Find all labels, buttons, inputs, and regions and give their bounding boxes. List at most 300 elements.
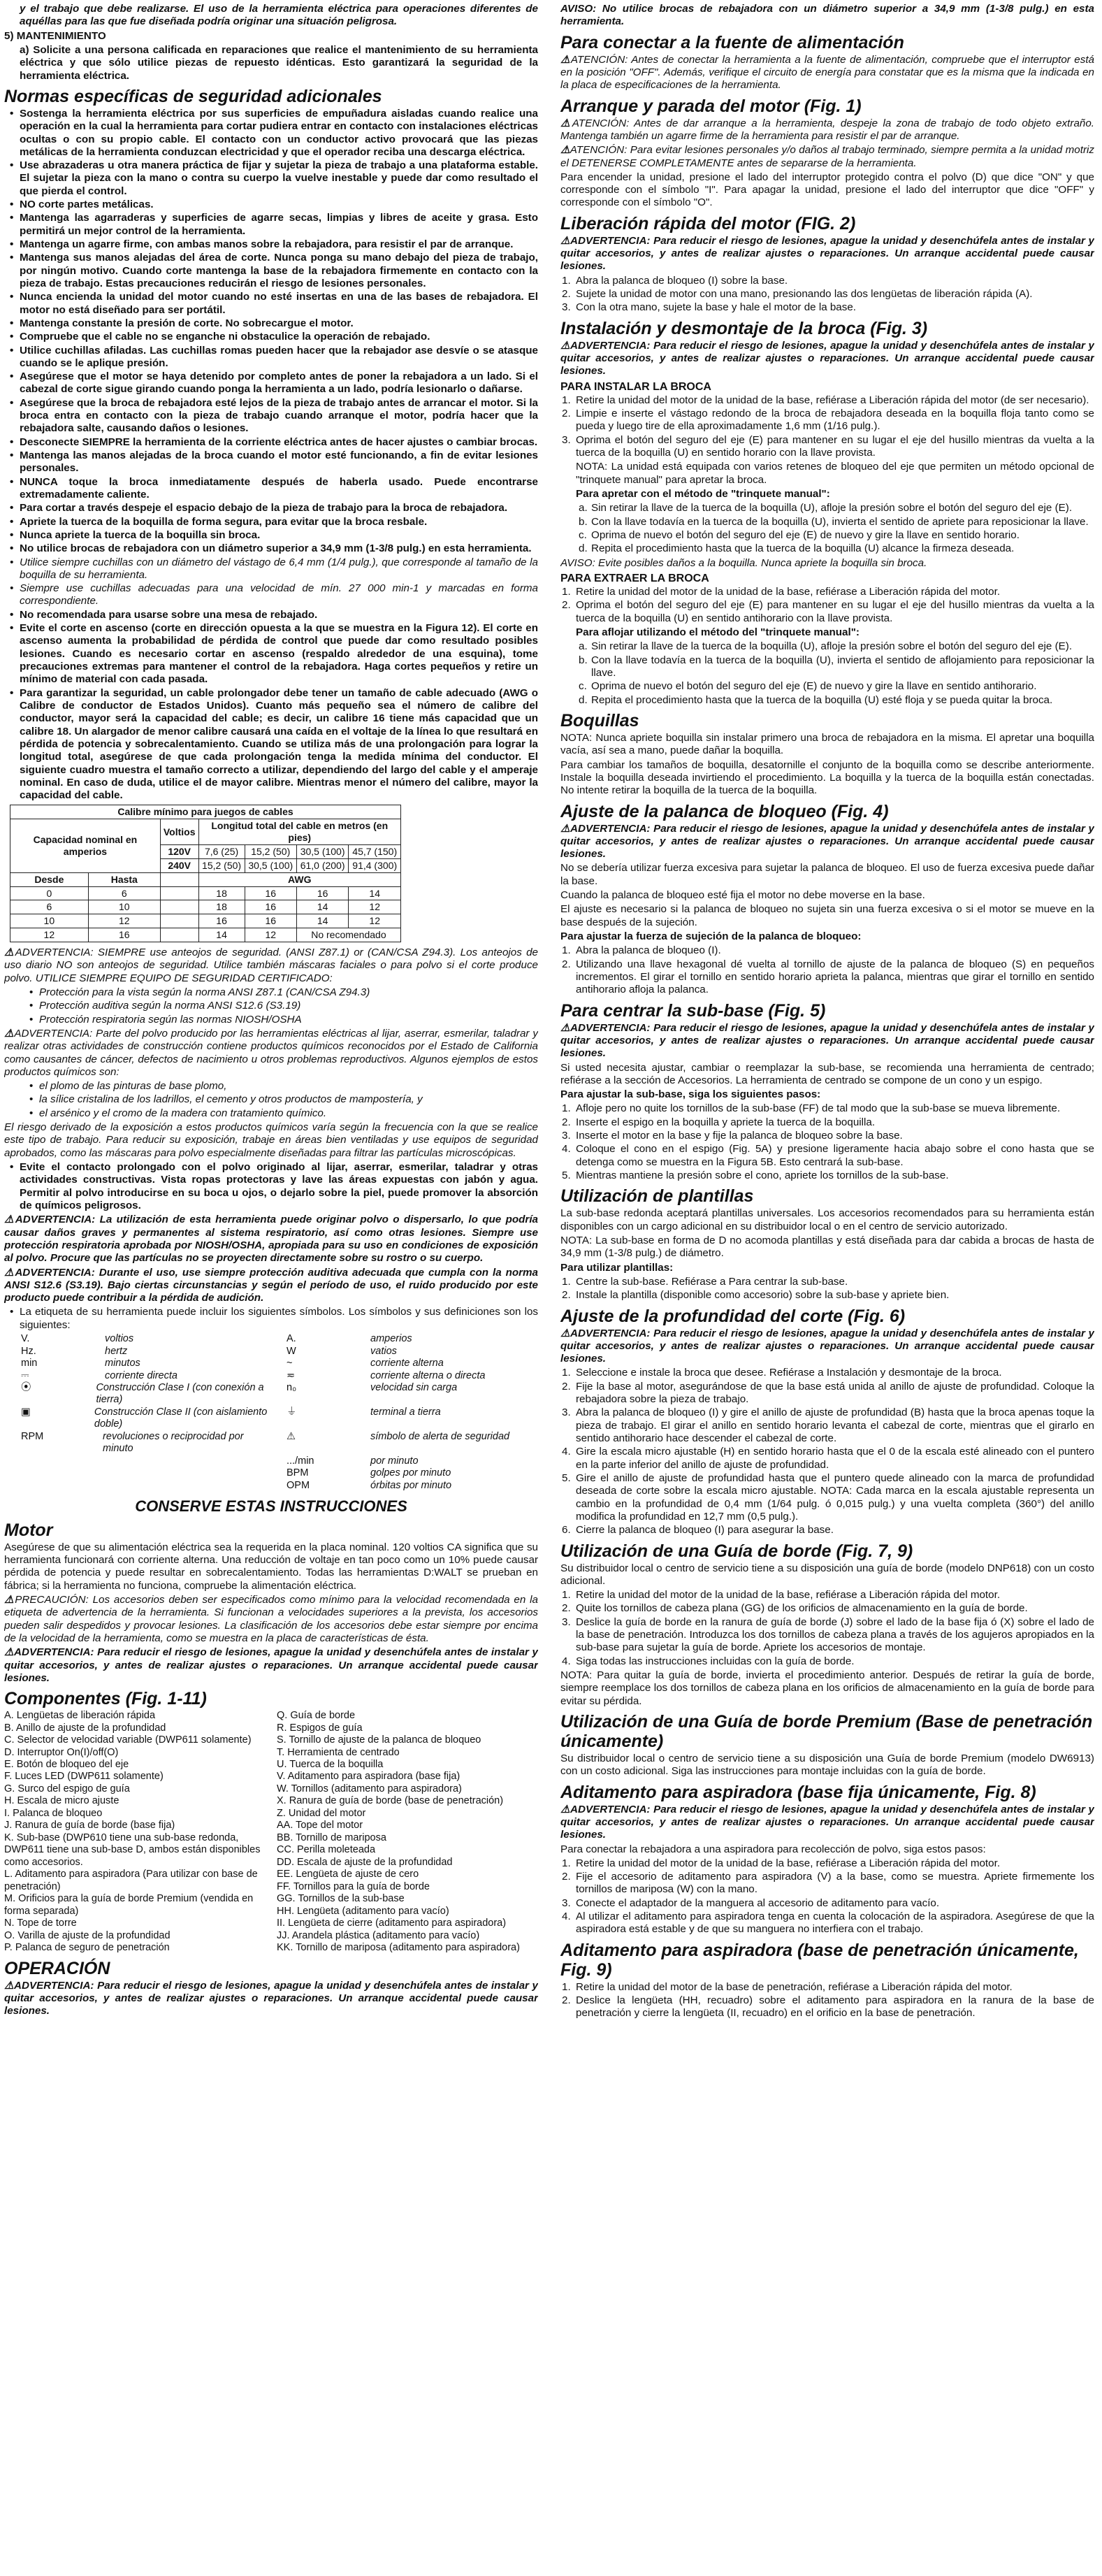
step-text: Oprima el botón del seguro del eje (E) para mantener en su lugar el eje del husillo mientras da vuelta a la tuerca de la boquilla (U) en sentido antihorario con la llave provista. (576, 599, 1094, 624)
list-item: • Evite el contacto prolongado con el polvo originado al lijar, aserrar, esmerilar, taladrar y otras actividades constructivas. Vista ropas protectoras y lave las áreas expuestas con jabón y agua. Permitir al polvo introducirse en su boca u ojos, o dejarlo sobre la piel, puede promover la absorción de químicos peligrosos. (20, 1161, 538, 1212)
symbol-key: OPM (287, 1479, 310, 1491)
symbol-row (21, 1358, 273, 1369)
warning-respiratory (4, 1214, 538, 1265)
list-item: H. Escala de micro ajuste (4, 1795, 119, 1807)
step-text: Centre la sub-base. Refiérase a Para centrar la sub-base. (576, 1275, 848, 1288)
caution-accessories (4, 1594, 538, 1645)
clamp-lever-steps (560, 944, 1094, 996)
symbol-key: RPM (21, 1430, 44, 1442)
step-text: Gire el anillo de ajuste de profundidad hasta que el puntero quede alineado con la marca de profundidad deseada de corte sobre la escala micro ajustable. NOTA: Cada marca en la escala ajustable representa un cambio en la profundidad de 0,4 mm (1/64 pulg. ó 0,015 pulg.) y una vuelta completa (360°) del anillo modifica la profundidad en 12,7 mm (0,5 pulg.). (576, 1472, 1094, 1523)
list-item: a. Sin retirar la llave de la tuerca de la boquilla (U), afloje la presión sobre el botón del seguro del eje (E). (579, 502, 1073, 515)
step-text: Oprima de nuevo el botón del seguro del eje (E) de nuevo y gire la llave en sentido horario. (591, 528, 1020, 541)
edge-guide-steps (560, 1589, 1094, 1668)
symbol-row (21, 1370, 273, 1382)
tighten-ratchet-subheading: Para apretar con el método de "trinquete manual": (576, 488, 830, 501)
list-item: • Nunca encienda la unidad del motor cuando no esté insertas en una de las bases de rebajadora. El motor no está diseñado para ser portátil. (20, 291, 538, 317)
symbol-value: símbolo de alerta de seguridad (370, 1430, 510, 1442)
list-item: • Para garantizar la seguridad, un cable prolongador debe tener un tamaño de cable adecuado (AWG o Calibre de conductor de Estados Unidos). Cuanto más pequeño sea el número de calibre del conductor, mayor será la capacidad del cable; es decir, un calibre 16 tiene más capacidad que un calibre 18. Un alargador de menor calibre causará una caída en el voltaje de la línea lo que resultará en pérdida de potencia y sobrecalentamiento. Cuando se utiliza más de una prolongación para lograr la longitud total, asegúrese de que cada prolongación tenga la medida mínima del conductor. El siguiente cuadro muestra el tamaño correcto a utilizar, dependiendo del largo del cable y el amperaje nominal. En caso de duda, utilice el de mayor calibre. Mientras menor el número del calibre, mayor la capacidad del cable. (20, 687, 538, 803)
step-text: Conecte el adaptador de la manguera al accesorio de aditamento para vacío. (576, 1897, 940, 1909)
list-item: • Mantenga las agarraderas y superficies de agarre secas, limpias y libres de aceite y grasa. Esto permitirá un mejor control de la herramienta. (20, 212, 538, 238)
center-subbase-subheading: Para ajustar la sub-base, siga los siguientes pasos: (560, 1088, 821, 1101)
list-item: 3. Inserte el motor en la base y fije la palanca de bloqueo sobre la base. (562, 1130, 903, 1142)
list-item: 5. Mientras mantiene la presión sobre el cono, apriete los tornillos de la sub-base. (562, 1170, 949, 1182)
step-text: Fije la base al motor, asegurándose de que la base está unida al anillo de ajuste de profundidad. Coloque la rebajadora sobre la pieza de trabajo. (576, 1380, 1094, 1406)
templates-paragraph: La sub-base redonda aceptará plantillas universales. Los accesorios recomendados para su herramienta están disponibles con un cargo adicional en su distribuidor local o en el centro de servicio autorizado. (560, 1207, 1094, 1232)
symbols-table (21, 1333, 538, 1492)
list-item: 2. Limpie e inserte el vástago redondo de la broca de rebajadora deseada en la boquilla floja tanto como se pueda y luego tire de ella aproximadamente 1,6 mm (1/16 pulg.). (562, 408, 1094, 433)
list-item: b. Con la llave todavía en la tuerca de la boquilla (U), invierta el sentido de aflojamiento para reposicionar la llave. (579, 654, 1094, 679)
list-item: 2. Fije el accesorio de aditamento para aspiradora (V) a la base, como se muestra. Apriete firmemente los tornillos de mariposa (W) con la mano. (562, 1871, 1094, 1896)
list-item: 3. Conecte el adaptador de la manguera al accesorio de aditamento para vacío. (562, 1897, 940, 1909)
list-item: d. Repita el procedimiento hasta que la tuerca de la boquilla (U) esté floja y se pueda quitar la broca. (579, 693, 1053, 706)
warning-text: ADVERTENCIA: Parte del polvo producido por las herramientas eléctricas al lijar, aserrar, esmerilar, taladrar y realizar otras actividades de construcción contiene productos químicos reconocidos por el Estado de California como causantes de cáncer, defectos de nacimiento u otros problemas reproductivos. Algunos ejemplos de estos productos químicos son: (4, 1027, 538, 1078)
symbol-value: órbitas por minuto (370, 1479, 452, 1491)
list-item: 1. Seleccione e instale la broca que desee. Refiérase a Instalación y desmontaje de la broca. (562, 1367, 1002, 1379)
list-item: a. Sin retirar la llave de la tuerca de la boquilla (U), afloje la presión sobre el botón del seguro del eje (E). (579, 640, 1073, 653)
step-text: Retire la unidad del motor de la base de penetración, refiérase a Liberación rápida del motor. (576, 1980, 1013, 1993)
symbol-row (287, 1382, 538, 1406)
table-cell: 0 (10, 886, 89, 900)
list-item: FF. Tornillos para la guía de borde (277, 1880, 430, 1892)
warning-text: ADVERTENCIA: Para reducir el riesgo de lesiones, apague la unidad y desenchúfela antes de instalar y quitar accesorios, y antes de realizar ajustes o reparaciones. Un arranque accidental puede causar lesiones. (560, 234, 1094, 273)
list-item: B. Anillo de ajuste de la profundidad (4, 1722, 166, 1734)
warning-text: ADVERTENCIA: Durante el uso, use siempre protección auditiva adecuada que cumpla con la norma ANSI S12.6 (S3.19). Bajo ciertas circunstancias y según el período de uso, el ruido producido por este producto puede contribuir a la pérdida de audición. (4, 1266, 538, 1304)
section-mantenimiento-heading: 5) MANTENIMIENTO (4, 29, 106, 42)
warning-clamp-lever (560, 823, 1094, 861)
symbol-row (21, 1333, 273, 1345)
connect-power-paragraph (560, 54, 1094, 92)
warning-text: ADVERTENCIA: Para reducir el riesgo de lesiones, apague la unidad y desenchúfela antes de instalar y quitar accesorios, y antes de realizar ajustes o reparaciones. Un arranque accidental puede causar lesiones. (560, 1803, 1094, 1841)
chemicals-list (4, 1080, 538, 1120)
list-item: 1. Retire la unidad del motor de la unidad de la base, refiérase a Liberación rápida del motor. (562, 1857, 1001, 1869)
remove-bit-subheading: PARA EXTRAER LA BROCA (560, 572, 709, 584)
warning-triangle-icon: ⚠ (560, 1327, 571, 1339)
list-item: CC. Perilla moleteada (277, 1844, 376, 1856)
warning-text: PRECAUCIÓN: Los accesorios deben ser especificados como mínimo para la velocidad recomendada en la etiqueta de advertencia de la herramienta. Si funcionan a velocidades superiores a la prevista, los accesorios pueden salir despedidos y provocar lesiones. La clasificación de los accesorios debe estar siempre por encima de la velocidad de la herramienta, como se muestra en la placa de características de ésta. (4, 1593, 538, 1644)
warning-triangle-icon: ⚠ (4, 947, 15, 959)
table-header-hasta: Hasta (88, 872, 160, 886)
center-subbase-steps (560, 1102, 1094, 1182)
collets-heading: Boquillas (560, 710, 639, 731)
loosen-ratchet-subheading: Para aflojar utilizando el método del "trinquete manual": (576, 626, 860, 639)
table-cell: 240V (160, 858, 198, 872)
operation-heading: OPERACIÓN (4, 1958, 110, 1978)
list-item: • La etiqueta de su herramienta puede incluir los siguientes símbolos. Los símbolos y sus definiciones son los siguientes: (20, 1306, 538, 1332)
symbol-value: Construcción Clase I (con conexión a tierra) (96, 1381, 264, 1406)
list-item: 6. Cierre la palanca de bloqueo (I) para asegurar la base. (562, 1524, 834, 1537)
list-item: • Protección respiratoria según las normas NIOSH/OSHA (39, 1014, 538, 1026)
symbol-row (21, 1406, 273, 1431)
step-text: Limpie e inserte el vástago redondo de la broca de rebajadora deseada en la boquilla floja tanto como se pueda y luego tire de ella aproximadamente 1,6 mm (1/16 pulg.). (576, 408, 1094, 433)
components-list (4, 1710, 538, 1954)
install-bit-steps (560, 394, 1094, 460)
table-header-capacity: Capacidad nominal en amperios (10, 819, 161, 872)
table-cell: 16 (245, 914, 296, 928)
aviso-top: AVISO: No utilice brocas de rebajadora con un diámetro superior a 34,9 mm (1-3/8 pulg.) en esta herramienta. (560, 3, 1094, 28)
symbol-value: amperios (370, 1333, 412, 1345)
step-text: Al utilizar el aditamento para aspiradora tenga en cuenta la colocación de la aspiradora. Asegúrese de que la aspiradora está estable y de que su manguera no interfiera con el trabajo. (576, 1911, 1094, 1936)
templates-steps (560, 1276, 1094, 1302)
table-cell: 12 (349, 914, 401, 928)
table-cell: 120V (160, 845, 198, 859)
list-item: 4. Gire la escala micro ajustable (H) en sentido horario hasta que el 0 de la escala esté alineado con el puntero en la parte inferior del anillo de ajuste de profundidad. (562, 1446, 1094, 1471)
step-text: Deslice la lengüeta (HH, recuadro) sobre el aditamento para aspiradora en la ranura de la base de penetración y cierre la lengüeta (II, recuadro) en el orificio en la base de penetración. (576, 1994, 1094, 2020)
list-item: 2. Inserte el espigo en la boquilla y apriete la tuerca de la boquilla. (562, 1116, 876, 1128)
warning-quick-release (560, 235, 1094, 273)
ground-terminal-icon: ⏚ (287, 1406, 297, 1418)
list-item: • Mantenga constante la presión de corte. No sobrecargue el motor. (20, 317, 538, 330)
list-item: R. Espigos de guía (277, 1722, 363, 1734)
clamp-lever-subheading: Para ajustar la fuerza de sujeción de la palanca de bloqueo: (560, 930, 862, 943)
warning-triangle-icon: ⚠ (4, 1979, 15, 1992)
remove-bit-steps (560, 586, 1094, 625)
vacuum-fixed-subheading: Para conectar la rebajadora a una aspiradora para recolección de polvo, siga estos pasos: (560, 1843, 986, 1855)
warning-triangle-icon: ⚠ (560, 117, 572, 129)
table-header-length: Longitud total del cable en metros (en pies) (198, 819, 401, 845)
step-text: Siga todas las instrucciones incluidas con la guía de borde. (576, 1655, 855, 1667)
list-item: • Apriete la tuerca de la boquilla de forma segura, para evitar que la broca resbale. (20, 516, 538, 528)
table-cell: 30,5 (100) (245, 858, 296, 872)
table-cell: 16 (245, 900, 296, 914)
warning-triangle-icon: ⚠ (560, 1803, 571, 1815)
table-cell: 6 (10, 900, 89, 914)
list-item: X. Ranura de guía de borde (base de penetración) (277, 1795, 504, 1807)
warning-text: ATENCIÓN: Antes de dar arranque a la herramienta, despeje la zona de trabajo de todo objeto extraño. Mantenga también un agarre firme de la herramienta para resistir el par de arranque. (560, 117, 1094, 142)
start-stop-caution-2 (560, 144, 1094, 170)
risk-paragraph: El riesgo derivado de la exposición a estos productos químicos varía según la frecuencia con la que se realice este tipo de trabajo. Para reducir su exposición, trabaje en áreas bien ventiladas y use equipos de seguridad aprobados, como las máscaras para polvo especialmente diseñadas para filtrar las partículas microscópicas. (4, 1121, 538, 1159)
symbol-key: V. (21, 1333, 30, 1345)
list-item: 2. Deslice la lengüeta (HH, recuadro) sobre el aditamento para aspiradora en la ranura de la base de penetración y cierre la lengüeta (II, recuadro) en el orificio en la base de penetración. (562, 1994, 1094, 2020)
symbol-value: voltios (105, 1333, 134, 1345)
label-list (4, 1306, 538, 1332)
table-row (10, 886, 401, 900)
table-cell: 14 (198, 928, 245, 942)
table-cell: 18 (198, 900, 245, 914)
list-item: • Protección auditiva según la norma ANSI S12.6 (S3.19) (39, 1000, 538, 1012)
warning-text: ATENCIÓN: Para evitar lesiones personales y/o daños al trabajo terminado, siempre permita a la unidad motriz el DETENERSE COMPLETAMENTE antes de separarse de la herramienta. (560, 144, 1094, 169)
list-item: c. Oprima de nuevo el botón del seguro del eje (E) de nuevo y gire la llave en sentido horario. (579, 528, 1020, 541)
list-item: • Nunca apriete la tuerca de la boquilla sin broca. (20, 529, 538, 542)
list-item: • Mantenga las manos alejadas de la broca cuando el motor esté funcionando, a fin de evitar lesiones personales. (20, 449, 538, 475)
symbol-key: A. (287, 1333, 296, 1345)
motor-heading: Motor (4, 1520, 53, 1540)
conserve-instructions-heading: CONSERVE ESTAS INSTRUCCIONES (135, 1497, 407, 1516)
list-item: 5. Gire el anillo de ajuste de profundidad hasta que el puntero quede alineado con la marca de profundidad deseada de corte sobre la escala micro ajustable. NOTA: Cada marca en la escala ajustable representa un cambio en la profundidad de 0,4 mm (1/64 pulg. ó 0,015 pulg.) y una vuelta completa (360°) del anillo modifica la profundidad en 12,7 mm (0,5 pulg.). (562, 1472, 1094, 1523)
tighten-ratchet-steps (560, 502, 1094, 555)
list-item: G. Surco del espigo de guía (4, 1783, 130, 1794)
symbol-row (287, 1358, 538, 1369)
symbol-row (21, 1455, 273, 1467)
table-cell: 15,2 (50) (245, 845, 296, 859)
table-cell: 7,6 (25) (198, 845, 245, 859)
list-item: • Mantenga un agarre firme, con ambas manos sobre la rebajadora, para resistir el par de arranque. (20, 238, 538, 251)
mantenimiento-item: a) Solicite a una persona calificada en reparaciones que realice el mantenimiento de su herramienta eléctrica y que sólo utilice piezas de repuesto idénticas. Esto garantizará la seguridad de la herramienta eléctrica. (20, 43, 538, 82)
center-subbase-paragraph: Si usted necesita ajustar, cambiar o reemplazar la sub-base, se recomienda una herramienta de centrado; refiérase a la sección de Accesorios. La herramienta de centrado se compone de un cono y un espigo. (560, 1061, 1094, 1086)
step-text: Con la llave todavía en la tuerca de la boquilla (U), invierta el sentido de apriete para reposicionar la llave. (591, 515, 1089, 528)
step-text: Seleccione e instale la broca que desee. Refiérase a Instalación y desmontaje de la broca. (576, 1367, 1002, 1379)
templates-heading: Utilización de plantillas (560, 1186, 754, 1207)
step-text: Mientras mantiene la presión sobre el cono, apriete los tornillos de la sub-base. (576, 1170, 949, 1182)
class-one-icon: ⦿ (21, 1381, 31, 1393)
symbol-value: corriente alterna (370, 1358, 444, 1369)
list-item: 1. Afloje pero no quite los tornillos de la sub-base (FF) de tal modo que la sub-base se mueva libremente. (562, 1102, 1061, 1115)
list-item: • Protección para la vista según la norma ANSI Z87.1 (CAN/CSA Z94.3) (39, 986, 538, 999)
connect-power-heading: Para conectar a la fuente de alimentación (560, 32, 904, 52)
list-item: • No recomendada para usarse sobre una mesa de rebajado. (20, 609, 538, 621)
warning-hearing (4, 1267, 538, 1305)
table-cell: 16 (88, 928, 160, 942)
warning-bit-install (560, 340, 1094, 378)
start-stop-caution-1 (560, 117, 1094, 143)
collets-note: NOTA: Nunca apriete boquilla sin instalar primero una broca de rebajadora en la misma. El apretar una boquilla vacía, así sea a mano, puede dañar la boquilla. (560, 731, 1094, 757)
warning-triangle-icon: ⚠ (4, 1593, 15, 1606)
step-text: Cierre la palanca de bloqueo (I) para asegurar la base. (576, 1524, 834, 1537)
start-stop-heading: Arranque y parada del motor (Fig. 1) (560, 96, 862, 116)
step-text: Retire la unidad del motor de la unidad de la base, refiérase a Liberación rápida del motor. (576, 1857, 1001, 1869)
table-header-desde: Desde (10, 872, 89, 886)
list-item: A. Lengüetas de liberación rápida (4, 1710, 156, 1722)
warning-triangle-icon: ⚠ (560, 234, 571, 247)
step-text: Repita el procedimiento hasta que la tuerca de la boquilla (U) esté floja y se pueda quitar la broca. (591, 693, 1053, 706)
clamp-lever-paragraph-3: El ajuste es necesario si la palanca de bloqueo no sujeta sin una fuerza excesiva o si el motor se mueve en la base después de la sujeción. (560, 903, 1094, 928)
list-item: 4. Siga todas las instrucciones incluidas con la guía de borde. (562, 1655, 855, 1667)
warning-triangle-icon: ⚠ (4, 1027, 15, 1039)
warning-text: ADVERTENCIA: Para reducir el riesgo de lesiones, apague la unidad y desenchúfela antes de instalar y quitar accesorios, y antes de realizar ajustes o reparaciones. Un arranque accidental puede causar lesiones. (4, 1646, 538, 1684)
symbol-key: ⎓ (21, 1369, 29, 1381)
list-item: 4. Coloque el cono en el espigo (Fig. 5A) y presione ligeramente hacia abajo sobre el cono hasta que se detenga como se muestra en la Figura 5B. Esto centrará la sub-base. (562, 1143, 1094, 1168)
warning-triangle-icon: ⚠ (560, 822, 571, 835)
list-item: V. Aditamento para aspiradora (base fija) (277, 1771, 461, 1783)
list-item: JJ. Arandela plástica (aditamento para vacío) (277, 1929, 480, 1941)
table-cell: 10 (10, 914, 89, 928)
step-text: Deslice la guía de borde en la ranura de guía de borde (J) sobre el lado de la base fija ó (X) sobre el lado de la base de penetración. Introduzca los dos tornillos de cabeza plana a través de los agujeros apropiados en la sub-base para sujetar la guía de borde. Apriete los accesorios de montaje. (576, 1616, 1094, 1654)
start-stop-paragraph: Para encender la unidad, presione el lado del interruptor protegido contra el polvo (D) que dice "ON" y que corresponde con el símbolo "I". Para apagar la unidad, presione el lado del interruptor que dice "OFF" y corresponde con el símbolo "O". (560, 171, 1094, 209)
step-text: Sujete la unidad de motor con una mano, presionando las dos lengüetas de liberación rápida (A). (576, 288, 1033, 300)
warning-depth (560, 1327, 1094, 1366)
table-header-volts: Voltios (160, 819, 198, 845)
cable-gauge-table (10, 805, 401, 942)
step-text: Oprima de nuevo el botón del seguro del eje (E) de nuevo y gire la llave en sentido antihorario. (591, 680, 1037, 693)
center-subbase-heading: Para centrar la sub-base (Fig. 5) (560, 1000, 826, 1021)
symbol-row (21, 1480, 273, 1492)
symbol-key: W (287, 1345, 296, 1357)
list-item: E. Botón de bloqueo del eje (4, 1759, 129, 1770)
intro-paragraph: y el trabajo que debe realizarse. El uso de la herramienta eléctrica para operaciones diferentes de aquéllas para las que fue diseñada podría originar una situación peligrosa. (20, 3, 538, 28)
step-text: Utilizando una llave hexagonal dé vuelta al tornillo de ajuste de la palanca de bloqueo (S) en pequeños incrementos. El girar el tornillo en sentido horario aprieta la palanca, mientras que girar el tornillo en sentido antihorario afloja la palanca. (576, 958, 1094, 996)
step-text: Abra la palanca de bloqueo (I) sobre la base. (576, 274, 788, 287)
table-cell: 12 (349, 900, 401, 914)
table-cell: No recomendado (296, 928, 400, 942)
warning-triangle-icon: ⚠ (560, 339, 571, 352)
list-item: Z. Unidad del motor (277, 1807, 366, 1819)
templates-subheading: Para utilizar plantillas: (560, 1261, 674, 1274)
warning-triangle-icon: ⚠ (560, 1021, 571, 1034)
step-text: Repita el procedimiento hasta que la tuerca de la boquilla (U) alcance la firmeza deseada. (591, 542, 1015, 555)
symbol-value: minutos (105, 1358, 140, 1369)
list-item: • Asegúrese que el motor se haya detenido por completo antes de poner la rebajadora a un lado. Si el cabezal de corte sigue girando cuando ponga la herramienta a un lado, podría lesionarlo o dañarse. (20, 370, 538, 396)
symbol-key: min (21, 1358, 38, 1369)
list-item: W. Tornillos (aditamento para aspiradora) (277, 1783, 462, 1794)
table-cell: 91,4 (300) (349, 858, 401, 872)
table-cell: 12 (88, 914, 160, 928)
symbol-value: corriente alterna o directa (370, 1369, 486, 1381)
list-item: 1. Abra la palanca de bloqueo (I) sobre la base. (562, 274, 788, 287)
table-cell: 16 (296, 886, 349, 900)
loosen-ratchet-steps (560, 640, 1094, 707)
list-item: C. Selector de velocidad variable (DWP611 solamente) (4, 1734, 252, 1746)
table-cell: 18 (198, 886, 245, 900)
step-text: Retire la unidad del motor de la unidad de la base, refiérase a Liberación rápida del motor. (576, 1589, 1001, 1602)
table-row (10, 900, 401, 914)
warning-text: ADVERTENCIA: La utilización de esta herramienta puede originar polvo o dispersarlo, lo que podría causar daños graves y permanentes al sistema respiratorio, así como otras lesiones. Siempre use protección respiratoria aprobada por NIOSH/OSHA, apropiada para su uso en condiciones de exposición al polvo. Procure que las partículas no se proyecten directamente sobre su rostro o su cuerpo. (4, 1214, 538, 1265)
symbol-key: n₀ (287, 1381, 297, 1393)
list-item: II. Lengüeta de cierre (aditamento para aspiradora) (277, 1917, 507, 1929)
list-item: 1. Retire la unidad del motor de la unidad de la base, refiérase a Liberación rápida del motor. (562, 1589, 1001, 1602)
warning-unplug (4, 1646, 538, 1685)
step-text: Sin retirar la llave de la tuerca de la boquilla (U), afloje la presión sobre el botón del seguro del eje (E). (591, 502, 1073, 515)
symbol-row (21, 1431, 273, 1455)
normas-list (4, 108, 538, 803)
warning-triangle-icon: ⚠ (560, 53, 571, 66)
install-bit-subheading: PARA INSTALAR LA BROCA (560, 380, 711, 393)
step-text: Con la otra mano, sujete la base y hale el motor de la base. (576, 301, 857, 314)
class-two-icon: ▣ (21, 1406, 31, 1418)
step-text: Afloje pero no quite los tornillos de la sub-base (FF) de tal modo que la sub-base se mueva libremente. (576, 1102, 1061, 1115)
edge-guide-paragraph: Su distribuidor local o centro de servicio tiene a su disposición una guía de borde (modelo DNP618) con un costo adicional. (560, 1562, 1094, 1587)
warning-text: ADVERTENCIA: Para reducir el riesgo de lesiones, apague la unidad y desenchúfela antes de instalar y quitar accesorios, y antes de realizar ajustes o reparaciones. Un arranque accidental puede causar lesiones. (560, 339, 1094, 377)
normas-heading: Normas específicas de seguridad adicionales (4, 86, 382, 106)
list-item: L. Aditamento para aspiradora (Para utilizar con base de penetración) (4, 1869, 258, 1892)
list-item: • Utilice siempre cuchillas con un diámetro del vástago de 6,4 mm (1/4 pulg.), que corresponde al tamaño de la boquilla de su herramienta. (20, 556, 538, 582)
components-left-column (4, 1710, 266, 1954)
left-column (4, 3, 538, 2572)
step-text: Con la llave todavía en la tuerca de la boquilla (U), invierta el sentido de aflojamiento para reposicionar la llave. (591, 654, 1094, 679)
table-cell: 30,5 (100) (296, 845, 349, 859)
list-item: • la sílice cristalina de los ladrillos, el cemento y otros productos de mampostería, y (39, 1093, 538, 1106)
list-item: • Evite el corte en ascenso (corte en dirección opuesta a la que se muestra en la Figura 12). El corte en ascenso aumenta la probabilidad de pérdida de control que puede dar como resultado posibles lesiones. Cuando es necesario cortar en ascenso (respaldo alrededor de una esquina), tome precauciones extremas para mantener el control de la rebajadora. Haga cortes pequeños y retire un mínimo de material con cada pasada. (20, 622, 538, 686)
symbol-key: ≂ (287, 1369, 296, 1381)
table-cell: 14 (296, 914, 349, 928)
aviso-collet: AVISO: Evite posibles daños a la boquilla. Nunca apriete la boquilla sin broca. (560, 556, 927, 569)
symbol-row (287, 1455, 538, 1467)
symbol-value: por minuto (370, 1455, 419, 1467)
list-item: Q. Guía de borde (277, 1710, 356, 1722)
symbol-value: revoluciones o reciprocidad por minuto (103, 1430, 244, 1455)
list-item: 3. Deslice la guía de borde en la ranura de guía de borde (J) sobre el lado de la base fija ó (X) sobre el lado de la base de penetración. Introduzca los dos tornillos de cabeza plana a través de los agujeros apropiados en la sub-base para sujetar la guía de borde. Apriete los accesorios de montaje. (562, 1616, 1094, 1654)
list-item: DD. Escala de ajuste de la profundidad (277, 1856, 453, 1868)
list-item: 1. Centre la sub-base. Refiérase a Para centrar la sub-base. (562, 1275, 848, 1288)
list-item: 3. Abra la palanca de bloqueo (I) y gire el anillo de ajuste de profundidad (B) hasta que la broca apenas toque la pieza de trabajo. El girar el anillo en sentido horario levanta el cabezal de corte, mientras que el girarlo en sentido antihorario hace descender el cabezal de corte. (562, 1406, 1094, 1445)
symbol-row (287, 1406, 538, 1431)
table-cell: 16 (198, 914, 245, 928)
warning-triangle-icon: ⚠ (4, 1266, 15, 1279)
quick-release-heading: Liberación rápida del motor (FIG. 2) (560, 213, 856, 233)
avoid-contact-list (4, 1161, 538, 1212)
list-item: S. Tornillo de ajuste de la palanca de bloqueo (277, 1734, 481, 1746)
list-item: T. Herramienta de centrado (277, 1746, 400, 1758)
list-item: O. Varilla de ajuste de la profundidad (4, 1929, 171, 1941)
premium-guide-paragraph: Su distribuidor local o centro de servicio tiene a su disposición una Guía de borde Premium (modelo DW6913) con un costo adicional. Siga las instrucciones para montaje incluidas con la guía de borde. (560, 1752, 1094, 1778)
step-text: Inserte el espigo en la boquilla y apriete la tuerca de la boquilla. (576, 1116, 876, 1128)
warning-text: ADVERTENCIA: Para reducir el riesgo de lesiones, apague la unidad y desenchúfela antes de instalar y quitar accesorios, y antes de realizar ajustes o reparaciones. Un arranque accidental puede causar lesiones. (4, 1979, 538, 2017)
warning-center-subbase (560, 1022, 1094, 1060)
components-right-column (277, 1710, 538, 1954)
safety-alert-icon: ⚠ (287, 1430, 296, 1442)
list-item: 1. Retire la unidad del motor de la unidad de la base, refiérase a Liberación rápida del motor. (562, 586, 1001, 598)
symbol-key: .../min (287, 1455, 314, 1467)
edge-guide-note: NOTA: Para quitar la guía de borde, invierta el procedimiento anterior. Después de retirar la guía de borde, siempre reemplace los dos tornillos de cabeza plana en los orificios de almacenamiento en la guía de borde para evitar su pérdida. (560, 1669, 1094, 1707)
symbol-key: ~ (287, 1358, 293, 1369)
table-cell: 14 (296, 900, 349, 914)
clamp-lever-heading: Ajuste de la palanca de bloqueo (Fig. 4) (560, 801, 889, 821)
step-text: Gire la escala micro ajustable (H) en sentido horario hasta que el 0 de la escala esté alineado con el puntero en la parte inferior del anillo de ajuste de profundidad. (576, 1446, 1094, 1471)
warning-text: ADVERTENCIA: Para reducir el riesgo de lesiones, apague la unidad y desenchúfela antes de instalar y quitar accesorios, y antes de realizar ajustes o reparaciones. Un arranque accidental puede causar lesiones. (560, 1327, 1094, 1365)
clamp-lever-paragraph-1: No se debería utilizar fuerza excesiva para sujetar la palanca de bloqueo. El uso de fuerza excesiva puede dañar la base. (560, 862, 1094, 887)
list-item: 2. Quite los tornillos de cabeza plana (GG) de los orificios de almacenamiento en la guía de borde. (562, 1602, 1028, 1615)
list-item: GG. Tornillos de la sub-base (277, 1893, 405, 1905)
step-text: Sin retirar la llave de la tuerca de la boquilla (U), afloje la presión sobre el botón del seguro del eje (E). (591, 640, 1073, 653)
list-item: 4. Al utilizar el aditamento para aspiradora tenga en cuenta la colocación de la aspiradora. Asegúrese de que la aspiradora está estable y de que su manguera no interfiera con el trabajo. (562, 1911, 1094, 1936)
list-item: 1. Abra la palanca de bloqueo (I). (562, 944, 721, 957)
list-item: BB. Tornillo de mariposa (277, 1832, 386, 1843)
vacuum-fixed-steps (560, 1857, 1094, 1936)
list-item: K. Sub-base (DWP610 tiene una sub-base redonda, DWP611 tiene una sub-base D, ambos están disponibles como accesorios. (4, 1832, 261, 1868)
list-item: D. Interruptor On(I)/off(O) (4, 1746, 119, 1758)
step-text: Instale la plantilla (disponible como accesorio) sobre la sub-base y apriete bien. (576, 1289, 950, 1302)
list-item: N. Tope de torre (4, 1917, 77, 1929)
table-cell: 61,0 (200) (296, 858, 349, 872)
bit-install-heading: Instalación y desmontaje de la broca (Fig. 3) (560, 318, 928, 338)
symbol-value: velocidad sin carga (370, 1381, 458, 1393)
list-item: HH. Lengüeta (aditamento para vacío) (277, 1905, 449, 1917)
table-row (10, 914, 401, 928)
warning-triangle-icon: ⚠ (4, 1646, 15, 1659)
list-item: • Use abrazaderas u otra manera práctica de fijar y sujetar la pieza de trabajo a una plataforma estable. El sujetar la pieza con la mano o contra su cuerpo la vuelve inestable y puede dar como resultado el que pierda el control. (20, 159, 538, 198)
clamp-lever-paragraph-2: Cuando la palanca de bloqueo esté fija el motor no debe moverse en la base. (560, 889, 925, 902)
symbol-row (287, 1480, 538, 1492)
list-item: • Siempre use cuchillas adecuadas para una velocidad de mín. 27 000 min-1 y marcadas en forma correspondiente. (20, 582, 538, 608)
symbol-row (287, 1346, 538, 1358)
list-item: 1. Retire la unidad del motor de la unidad de la base, refiérase a Liberación rápida del motor (de ser necesario). (562, 394, 1089, 406)
vacuum-plunge-steps (560, 1981, 1094, 2020)
list-item: M. Orificios para la guía de borde Premium (vendida en forma separada) (4, 1893, 254, 1917)
motor-paragraph: Asegúrese de que su alimentación eléctrica sea la requerida en la placa nominal. 120 voltios CA significa que su herramienta funcionará con corriente alterna. Una reducción de voltaje en tan poco como un 10% puede causar pérdida de potencia y puede resultar en sobrecalentamiento. Todas las herramientas D:WALT se prueban en fábrica; si la herramienta no funciona, compruebe la alimentación eléctrica. (4, 1541, 538, 1592)
list-item: 2. Utilizando una llave hexagonal dé vuelta al tornillo de ajuste de la palanca de bloqueo (S) en pequeños incrementos. El girar el tornillo en sentido horario aprieta la palanca, mientras que girar el tornillo en sentido antihorario afloja la palanca. (562, 958, 1094, 996)
list-item: AA. Tope del motor (277, 1820, 363, 1832)
warning-text: ADVERTENCIA: Para reducir el riesgo de lesiones, apague la unidad y desenchúfela antes de instalar y quitar accesorios, y antes de realizar ajustes o reparaciones. Un arranque accidental puede causar lesiones. (560, 822, 1094, 861)
list-item: P. Palanca de seguro de penetración (4, 1942, 170, 1954)
symbol-row (21, 1382, 273, 1406)
collets-paragraph: Para cambiar los tamaños de boquilla, desatornille el conjunto de la boquilla como se describe anteriormente. Instale la boquilla deseada invirtiendo el procedimiento. La boquilla y la tuerca de la boquilla están conectadas. No intente retirar la boquilla de la tuerca de la boquilla. (560, 758, 1094, 797)
warning-triangle-icon: ⚠ (4, 1214, 15, 1226)
list-item: • el arsénico y el cromo de la madera con tratamiento químico. (39, 1107, 538, 1120)
list-item: • Compruebe que el cable no se enganche ni obstaculice la operación de rebajado. (20, 331, 538, 343)
symbol-row (287, 1333, 538, 1345)
list-item: d. Repita el procedimiento hasta que la tuerca de la boquilla (U) alcance la firmeza deseada. (579, 542, 1015, 555)
symbol-row (287, 1431, 538, 1455)
table-cell: 12 (245, 928, 296, 942)
depth-heading: Ajuste de la profundidad del corte (Fig. 6) (560, 1306, 906, 1326)
warning-text: ADVERTENCIA: Para reducir el riesgo de lesiones, apague la unidad y desenchúfela antes de instalar y quitar accesorios, y antes de realizar ajustes o reparaciones. Un arranque accidental puede causar lesiones. (560, 1021, 1094, 1060)
list-item: J. Ranura de guía de borde (base fija) (4, 1820, 175, 1832)
list-item: c. Oprima de nuevo el botón del seguro del eje (E) de nuevo y gire la llave en sentido antihorario. (579, 680, 1037, 693)
list-item: 2. Oprima el botón del seguro del eje (E) para mantener en su lugar el eje del husillo mientras da vuelta a la tuerca de la boquilla (U) en sentido antihorario con la llave provista. (562, 599, 1094, 624)
vacuum-fixed-heading: Aditamento para aspiradora (base fija únicamente, Fig. 8) (560, 1782, 1036, 1802)
list-item: • NO corte partes metálicas. (20, 199, 538, 211)
list-item: • Sostenga la herramienta eléctrica por sus superficies de empuñadura aisladas cuando realice una operación en la cual la herramienta para cortar pudiera entrar en contacto con instalaciones eléctricas ocultas o con su propio cable. El contacto con un conductor activo provocará que las piezas metálicas de la herramienta conduzcan electricidad y que el operador reciba una descarga eléctrica. (20, 108, 538, 159)
right-column (560, 3, 1094, 2572)
symbol-value: terminal a tierra (370, 1406, 441, 1418)
